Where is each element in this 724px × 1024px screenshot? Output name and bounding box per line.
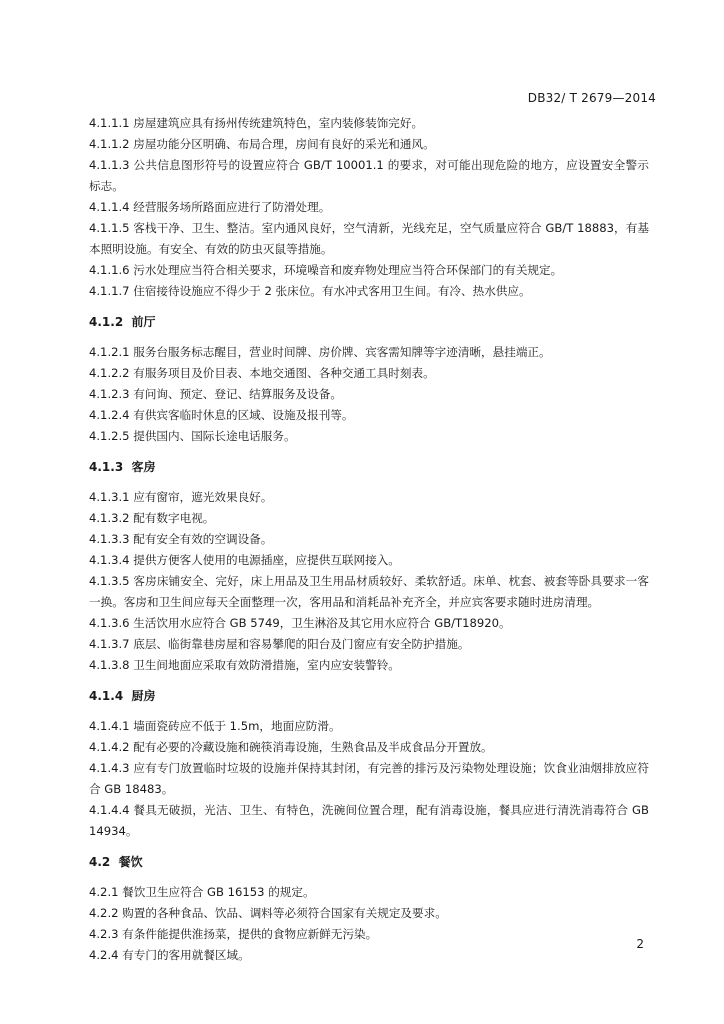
clause-4-1-1-1: 4.1.1.1 房屋建筑应具有扬州传统建筑特色，室内装修装饰完好。 [89,116,424,130]
clause-4-1-3-8: 4.1.3.8 卫生间地面应采取有效防滑措施，室内应安装警铃。 [89,658,400,672]
heading-guest-room: 4.1.3 客房 [89,460,156,474]
clause-4-1-3-7: 4.1.3.7 底层、临街靠巷房屋和容易攀爬的阳台及门窗应有安全防护措施。 [89,637,470,651]
clause-4-1-1-5: 4.1.1.5 客栈干净、卫生、整洁。室内通风良好，空气清新，光线充足，空气质量应符合 GB/T 18883，有基本照明设施。有安全、有效的防虫灭鼠等措施。 [89,221,649,256]
clause-4-1-2-2: 4.1.2.2 有服务项目及价目表、本地交通图、各种交通工具时刻表。 [89,366,435,380]
clause-4-1-1-3: 4.1.1.3 公共信息图形符号的设置应符合 GB/T 10001.1 的要求，对可能出现危险的地方，应设置安全警示标志。 [89,158,649,193]
clause-4-1-1-7: 4.1.1.7 住宿接待设施应不得少于 2 张床位。有水冲式客用卫生间。有冷、热水供应。 [89,284,531,298]
clause-4-1-3-3: 4.1.3.3 配有安全有效的空调设备。 [89,532,273,546]
heading-front-desk: 4.1.2 前厅 [89,315,156,329]
clause-4-1-1-4: 4.1.1.4 经营服务场所路面应进行了防滑处理。 [89,200,331,214]
clause-4-1-1-2: 4.1.1.2 房屋功能分区明确、布局合理，房间有良好的采光和通风。 [89,137,435,151]
clause-4-1-4-1: 4.1.4.1 墙面瓷砖应不低于 1.5m，地面应防滑。 [89,719,341,733]
clause-4-2-1: 4.2.1 餐饮卫生应符合 GB 16153 的规定。 [89,885,315,899]
clause-4-1-4-4: 4.1.4.4 餐具无破损，光洁、卫生、有特色，洗碗间位置合理，配有消毒设施，餐具应进行清洗消毒符合 GB 14934。 [89,803,649,838]
clause-4-2-3: 4.2.3 有条件能提供淮扬菜，提供的食物应新鲜无污染。 [89,927,378,941]
clause-4-1-2-4: 4.1.2.4 有供宾客临时休息的区域、设施及报刊等。 [89,408,354,422]
clause-4-1-3-4: 4.1.3.4 提供方便客人使用的电源插座，应提供互联网接入。 [89,553,400,567]
clause-4-1-4-3: 4.1.4.3 应有专门放置临时垃圾的设施并保持其封闭，有完善的排污及污染物处理设施；饮食业油烟排放应符合 GB 18483。 [89,761,649,796]
clause-4-1-2-3: 4.1.2.3 有问询、预定、登记、结算服务及设备。 [89,387,342,401]
clause-4-1-2-1: 4.1.2.1 服务台服务标志醒目，营业时间牌、房价牌、宾客需知牌等字迹清晰，悬挂端正。 [89,345,551,359]
page-number: 2 [636,937,644,951]
clause-4-2-4: 4.2.4 有专门的客用就餐区域。 [89,948,250,962]
heading-catering: 4.2 餐饮 [89,855,143,869]
clause-4-1-3-1: 4.1.3.1 应有窗帘，遮光效果良好。 [89,490,273,504]
clause-4-1-4-2: 4.1.4.2 配有必要的冷藏设施和碗筷消毒设施，生熟食品及半成食品分开置放。 [89,740,493,754]
clause-4-1-3-5: 4.1.3.5 客房床铺安全、完好，床上用品及卫生用品材质较好、柔软舒适。床单、枕套、被套等卧具要求一客一换。客房和卫生间应每天全面整理一次，客用品和消耗品补充齐全，并应宾客要求随时进房清理。 [89,574,649,609]
clause-4-1-3-6: 4.1.3.6 生活饮用水应符合 GB 5749，卫生淋浴及其它用水应符合 GB/T18920。 [89,616,511,630]
document-body [89,113,649,966]
clause-4-1-2-5: 4.1.2.5 提供国内、国际长途电话服务。 [89,429,296,443]
heading-kitchen: 4.1.4 厨房 [89,689,156,703]
clause-4-2-2: 4.2.2 购置的各种食品、饮品、调料等必须符合国家有关规定及要求。 [89,906,447,920]
clause-4-1-3-2: 4.1.3.2 配有数字电视。 [89,511,215,525]
clause-4-1-1-6: 4.1.1.6 污水处理应当符合相关要求，环境噪音和废弃物处理应当符合环保部门的有关规定。 [89,263,563,277]
standard-number: DB32/ T 2679—2014 [527,91,656,105]
